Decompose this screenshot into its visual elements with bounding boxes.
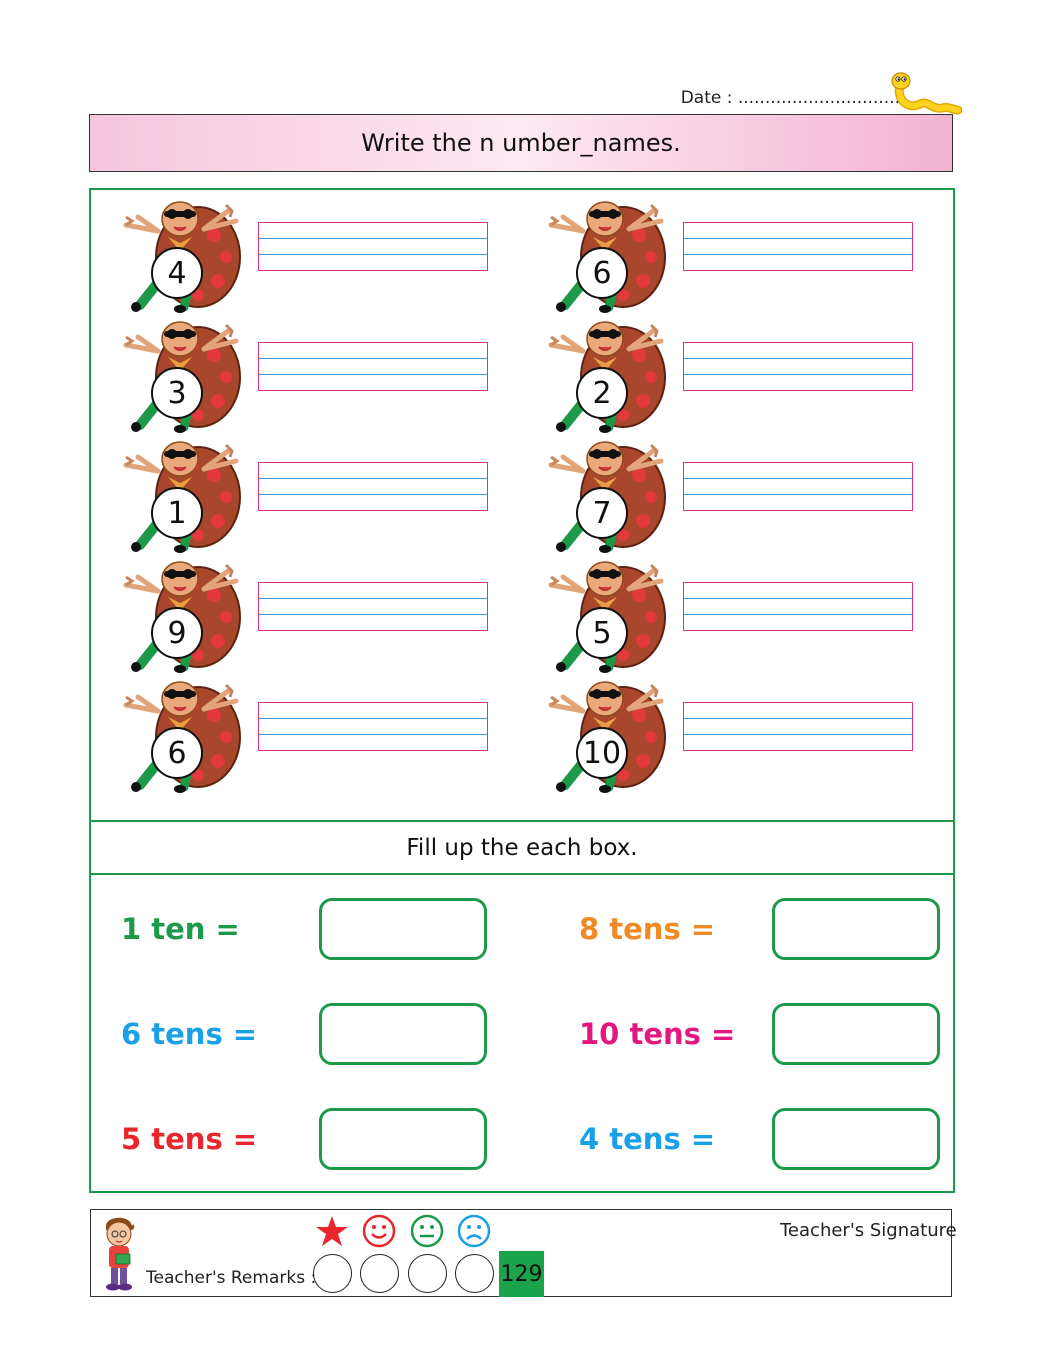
writing-lines-left-2[interactable]: [258, 342, 488, 390]
fill-up-heading: Fill up the each box.: [89, 820, 955, 875]
number-left-1: 4: [167, 255, 187, 291]
ladybug-right-3: [543, 435, 675, 553]
teachers-remarks-label: Teacher's Remarks :: [146, 1268, 317, 1288]
answer-box-left-3[interactable]: [319, 1108, 487, 1170]
answer-box-right-1[interactable]: [772, 898, 940, 960]
ladybug-right-4: [543, 555, 675, 673]
fill-up-label-right-1: 8 tens =: [579, 912, 716, 946]
number-right-3: 7: [592, 495, 612, 531]
writing-lines-left-4[interactable]: [258, 582, 488, 630]
boy-illustration: [96, 1214, 142, 1294]
worm-icon: [888, 70, 962, 116]
ladybug-left-5: [118, 675, 250, 793]
remark-circle-2[interactable]: [360, 1254, 399, 1293]
ladybug-left-3: [118, 435, 250, 553]
remark-circle-3[interactable]: [408, 1254, 447, 1293]
fill-up-label-left-2: 6 tens =: [121, 1017, 258, 1051]
remark-circle-4[interactable]: [455, 1254, 494, 1293]
ladybug-right-1: [543, 195, 675, 313]
answer-box-left-1[interactable]: [319, 898, 487, 960]
writing-lines-right-3[interactable]: [683, 462, 913, 510]
writing-lines-left-3[interactable]: [258, 462, 488, 510]
writing-lines-right-2[interactable]: [683, 342, 913, 390]
star-icon: [315, 1214, 349, 1248]
fill-up-label-left-1: 1 ten =: [121, 912, 240, 946]
teachers-signature-label: Teacher's Signature: [780, 1220, 957, 1241]
ladybug-left-4: [118, 555, 250, 673]
sad-face-icon: [457, 1214, 491, 1248]
remark-circle-1[interactable]: [313, 1254, 352, 1293]
ladybug-left-1: [118, 195, 250, 313]
ladybug-right-2: [543, 315, 675, 433]
smile-icon: [362, 1214, 396, 1248]
number-left-4: 9: [167, 615, 187, 651]
writing-lines-left-5[interactable]: [258, 702, 488, 750]
writing-lines-right-5[interactable]: [683, 702, 913, 750]
writing-lines-right-4[interactable]: [683, 582, 913, 630]
writing-lines-right-1[interactable]: [683, 222, 913, 270]
number-right-2: 2: [592, 375, 612, 411]
page-title: Write the n umber_names.: [89, 114, 953, 172]
neutral-face-icon: [410, 1214, 444, 1248]
page-number: 129: [499, 1251, 544, 1297]
fill-up-label-left-3: 5 tens =: [121, 1122, 258, 1156]
fill-up-label-right-3: 4 tens =: [579, 1122, 716, 1156]
writing-lines-left-1[interactable]: [258, 222, 488, 270]
answer-box-left-2[interactable]: [319, 1003, 487, 1065]
number-right-1: 6: [592, 255, 612, 291]
number-right-5: 10: [582, 735, 622, 771]
answer-box-right-3[interactable]: [772, 1108, 940, 1170]
ladybug-left-2: [118, 315, 250, 433]
number-left-3: 1: [167, 495, 187, 531]
ladybug-right-5: [543, 675, 675, 793]
answer-box-right-2[interactable]: [772, 1003, 940, 1065]
number-right-4: 5: [592, 615, 612, 651]
fill-up-label-right-2: 10 tens =: [579, 1017, 736, 1051]
number-left-2: 3: [167, 375, 187, 411]
number-left-5: 6: [167, 735, 187, 771]
date-label: Date : ..............................: [680, 88, 900, 108]
